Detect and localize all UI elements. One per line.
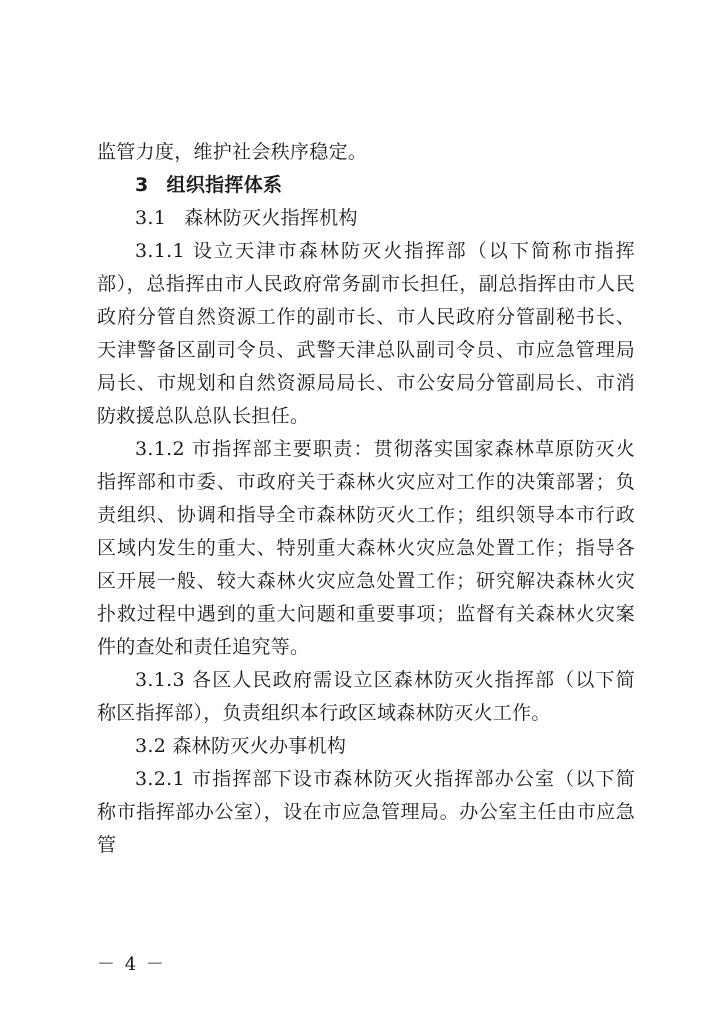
paragraph-3-1-2: 3.1.2 市指挥部主要职责：贯彻落实国家森林草原防灭火指挥部和市委、市政府关于森林火灾应对工作的决策部署；负责组织、协调和指导全市森林防灭火工作；组织领导本市行政区域内发生的重大、特别重大森林火灾应急处置工作；指导各区开展一般、较大森林火灾应急处置工作；研究解决森林火灾扑救过程中遇到的重大问题和重要事项；监督有关森林火灾案件的查处和责任追究等。 bbox=[97, 438, 635, 658]
paragraph-3-1-1: 3.1.1 设立天津市森林防灭火指挥部（以下简称市指挥部），总指挥由市人民政府常务副市长担任，副总指挥由市人民政府分管自然资源工作的副市长、市人民政府分管副秘书长、天津警备区副司令员、武警天津总队副司令员、市应急管理局局长、市规划和自然资源局局长、市公安局分管副局长、市消防救援总队总队长担任。 bbox=[97, 240, 635, 427]
paragraph-3-1-3: 3.1.3 各区人民政府需设立区森林防灭火指挥部（以下简称区指挥部），负责组织本行政区域森林防灭火工作。 bbox=[97, 669, 635, 724]
section-title: 组织指挥体系 bbox=[166, 174, 283, 196]
section-number: 3 bbox=[135, 174, 149, 196]
paragraph-3-2-1: 3.2.1 市指挥部下设市森林防灭火指挥部办公室（以下简称市指挥部办公室），设在市应急管理局。办公室主任由市应急管 bbox=[97, 768, 635, 856]
paragraph-continuation: 监管力度，维护社会秩序稳定。 bbox=[97, 141, 368, 163]
section-heading-3 bbox=[97, 169, 635, 202]
document-body bbox=[97, 136, 635, 862]
subsection-heading-3-1 bbox=[97, 202, 635, 235]
subsection-title: 森林防灭火指挥机构 bbox=[184, 207, 358, 229]
subsection-number: 3.1 bbox=[135, 207, 167, 229]
subsection-heading-3-2: 3.2 森林防灭火办事机构 bbox=[135, 735, 347, 757]
page-number: － 4 － bbox=[97, 954, 166, 975]
